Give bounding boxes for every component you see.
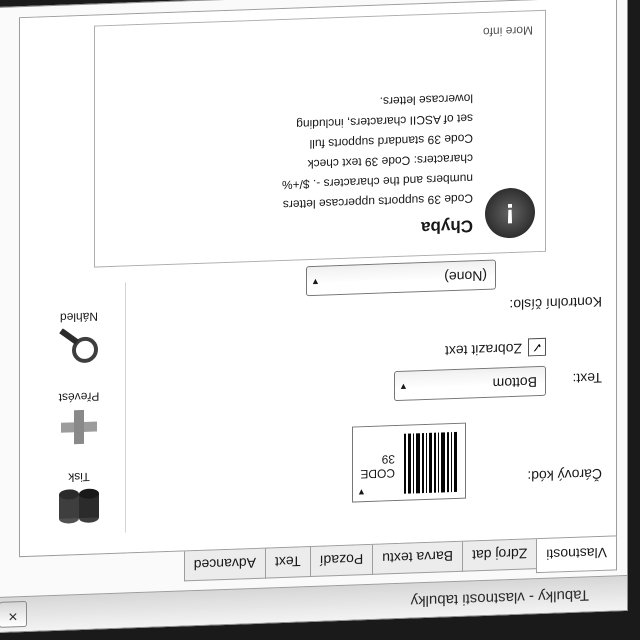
chevron-down-icon: ▼: [357, 487, 366, 498]
error-message-box: [94, 10, 546, 268]
tab-text-color[interactable]: Barva textu: [372, 541, 463, 575]
check-icon: ✓: [531, 339, 543, 356]
check-digit-select[interactable]: [306, 260, 496, 297]
error-line: numbers and the characters -. $/+%: [281, 171, 473, 193]
preview-tool-label: Náhled: [59, 309, 99, 325]
show-text-label: Zobrazit text: [444, 340, 522, 360]
chevron-down-icon: ▼: [399, 381, 408, 392]
print-tool-label: Tisk: [68, 469, 90, 485]
tab-text[interactable]: Text: [265, 546, 311, 579]
barcode-type-value: CODE 39: [360, 452, 395, 482]
convert-tool-label: Převést: [58, 389, 100, 405]
barcode-type-label: Čárový kód:: [527, 465, 602, 485]
title-bar: [0, 575, 627, 632]
tab-properties[interactable]: Vlastnosti: [536, 535, 617, 573]
preview-tool[interactable]: [47, 299, 111, 371]
error-icon: !: [485, 187, 535, 239]
chevron-down-icon: ▼: [311, 276, 320, 287]
barcode-preview-icon: [399, 430, 459, 496]
database-icon: [57, 487, 101, 527]
check-digit-value: (None): [444, 267, 487, 286]
error-line: characters: Code 39 text check: [307, 151, 473, 172]
tab-data-source[interactable]: Zdroj dat: [462, 538, 537, 572]
error-line: Code 39 supports uppercase letters: [282, 191, 473, 212]
magnifier-icon: [57, 327, 101, 367]
text-position-value: Bottom: [492, 374, 537, 392]
print-tool[interactable]: [47, 459, 111, 531]
text-position-label: Text:: [572, 369, 602, 387]
close-button[interactable]: [0, 601, 27, 628]
convert-tool[interactable]: [47, 379, 111, 451]
error-line: Code 39 standard supports full: [309, 131, 473, 152]
text-position-select[interactable]: [394, 366, 546, 401]
barcode-type-select[interactable]: [352, 423, 466, 503]
tab-background[interactable]: Pozadí: [310, 544, 374, 577]
error-title: Chyba: [421, 216, 473, 238]
properties-panel: [19, 0, 617, 557]
window-title: Tabulky - vlastnosti tabulky: [410, 586, 589, 610]
tab-advanced[interactable]: Advanced: [184, 548, 266, 582]
check-digit-label: Kontrolní číslo:: [509, 293, 602, 314]
show-text-checkbox[interactable]: [528, 338, 546, 357]
error-line: lowercase letters.: [379, 91, 473, 109]
error-line: set of ASCII characters, including: [296, 111, 473, 132]
convert-icon: [57, 407, 101, 447]
close-icon: ×: [8, 607, 18, 625]
more-info-link[interactable]: More info: [482, 23, 533, 39]
tools-sidebar: [35, 282, 126, 535]
